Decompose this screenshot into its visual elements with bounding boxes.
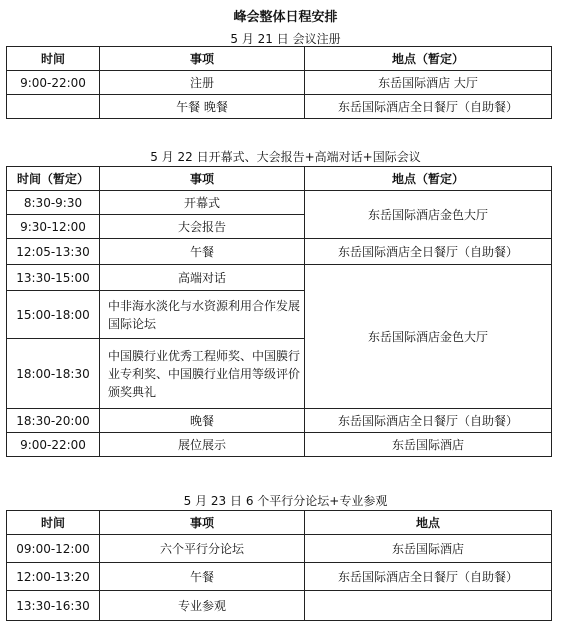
cell-item: 大会报告 xyxy=(100,215,305,239)
cell-time: 9:30-12:00 xyxy=(7,215,100,239)
cell-item: 高端对话 xyxy=(100,265,305,291)
cell-time: 13:30-16:30 xyxy=(7,591,100,621)
cell-location: 东岳国际酒店全日餐厅（自助餐） xyxy=(305,563,552,591)
header-item: 事项 xyxy=(100,167,305,191)
table-header-row xyxy=(7,511,552,535)
cell-location: 东岳国际酒店 大厅 xyxy=(305,71,552,95)
cell-item: 午餐 晚餐 xyxy=(100,95,305,119)
cell-item: 展位展示 xyxy=(100,433,305,457)
cell-item: 午餐 xyxy=(100,563,305,591)
header-location: 地点 xyxy=(305,511,552,535)
table-row xyxy=(7,409,552,433)
day3-caption: 5 月 23 日 6 个平行分论坛+专业参观 xyxy=(183,494,388,508)
table-row xyxy=(7,71,552,95)
day2-table xyxy=(6,166,552,457)
cell-time: 15:00-18:00 xyxy=(7,291,100,339)
header-item: 事项 xyxy=(100,511,305,535)
header-location: 地点（暂定） xyxy=(305,47,552,71)
day1-table xyxy=(6,46,552,119)
header-time: 时间 xyxy=(7,47,100,71)
cell-item: 午餐 xyxy=(100,239,305,265)
table-row xyxy=(7,239,552,265)
table-row xyxy=(7,433,552,457)
table-row xyxy=(7,535,552,563)
cell-time xyxy=(7,95,100,119)
cell-time: 12:05-13:30 xyxy=(7,239,100,265)
cell-item: 专业参观 xyxy=(100,591,305,621)
cell-time: 18:30-20:00 xyxy=(7,409,100,433)
table-row xyxy=(7,563,552,591)
cell-location: 东岳国际酒店全日餐厅（自助餐） xyxy=(305,409,552,433)
cell-location xyxy=(305,591,552,621)
page-title: 峰会整体日程安排 xyxy=(233,10,338,25)
header-item: 事项 xyxy=(100,47,305,71)
cell-time: 9:00-22:00 xyxy=(7,433,100,457)
cell-item: 开幕式 xyxy=(100,191,305,215)
cell-time: 8:30-9:30 xyxy=(7,191,100,215)
cell-item: 中非海水淡化与水资源利用合作发展国际论坛 xyxy=(100,291,305,339)
table-header-row xyxy=(7,167,552,191)
cell-time: 09:00-12:00 xyxy=(7,535,100,563)
day1-caption: 5 月 21 日 会议注册 xyxy=(230,32,341,46)
cell-location: 东岳国际酒店 xyxy=(305,535,552,563)
header-location: 地点（暂定） xyxy=(305,167,552,191)
cell-time: 18:00-18:30 xyxy=(7,339,100,409)
table-row xyxy=(7,265,552,291)
cell-item: 晚餐 xyxy=(100,409,305,433)
cell-location: 东岳国际酒店金色大厅 xyxy=(305,265,552,409)
header-time: 时间 xyxy=(7,511,100,535)
day2-caption: 5 月 22 日开幕式、大会报告+高端对话+国际会议 xyxy=(150,150,421,164)
cell-time: 9:00-22:00 xyxy=(7,71,100,95)
cell-location: 东岳国际酒店金色大厅 xyxy=(305,191,552,239)
cell-time: 12:00-13:20 xyxy=(7,563,100,591)
table-row xyxy=(7,591,552,621)
cell-item: 六个平行分论坛 xyxy=(100,535,305,563)
table-row xyxy=(7,191,552,215)
cell-location: 东岳国际酒店全日餐厅（自助餐） xyxy=(305,239,552,265)
day3-table xyxy=(6,510,552,621)
cell-time: 13:30-15:00 xyxy=(7,265,100,291)
cell-location: 东岳国际酒店 xyxy=(305,433,552,457)
header-time: 时间（暂定） xyxy=(7,167,100,191)
table-header-row xyxy=(7,47,552,71)
cell-item: 注册 xyxy=(100,71,305,95)
table-row xyxy=(7,95,552,119)
cell-item: 中国膜行业优秀工程师奖、中国膜行业专利奖、中国膜行业信用等级评价 颁奖典礼 xyxy=(100,339,305,409)
cell-location: 东岳国际酒店全日餐厅（自助餐） xyxy=(305,95,552,119)
